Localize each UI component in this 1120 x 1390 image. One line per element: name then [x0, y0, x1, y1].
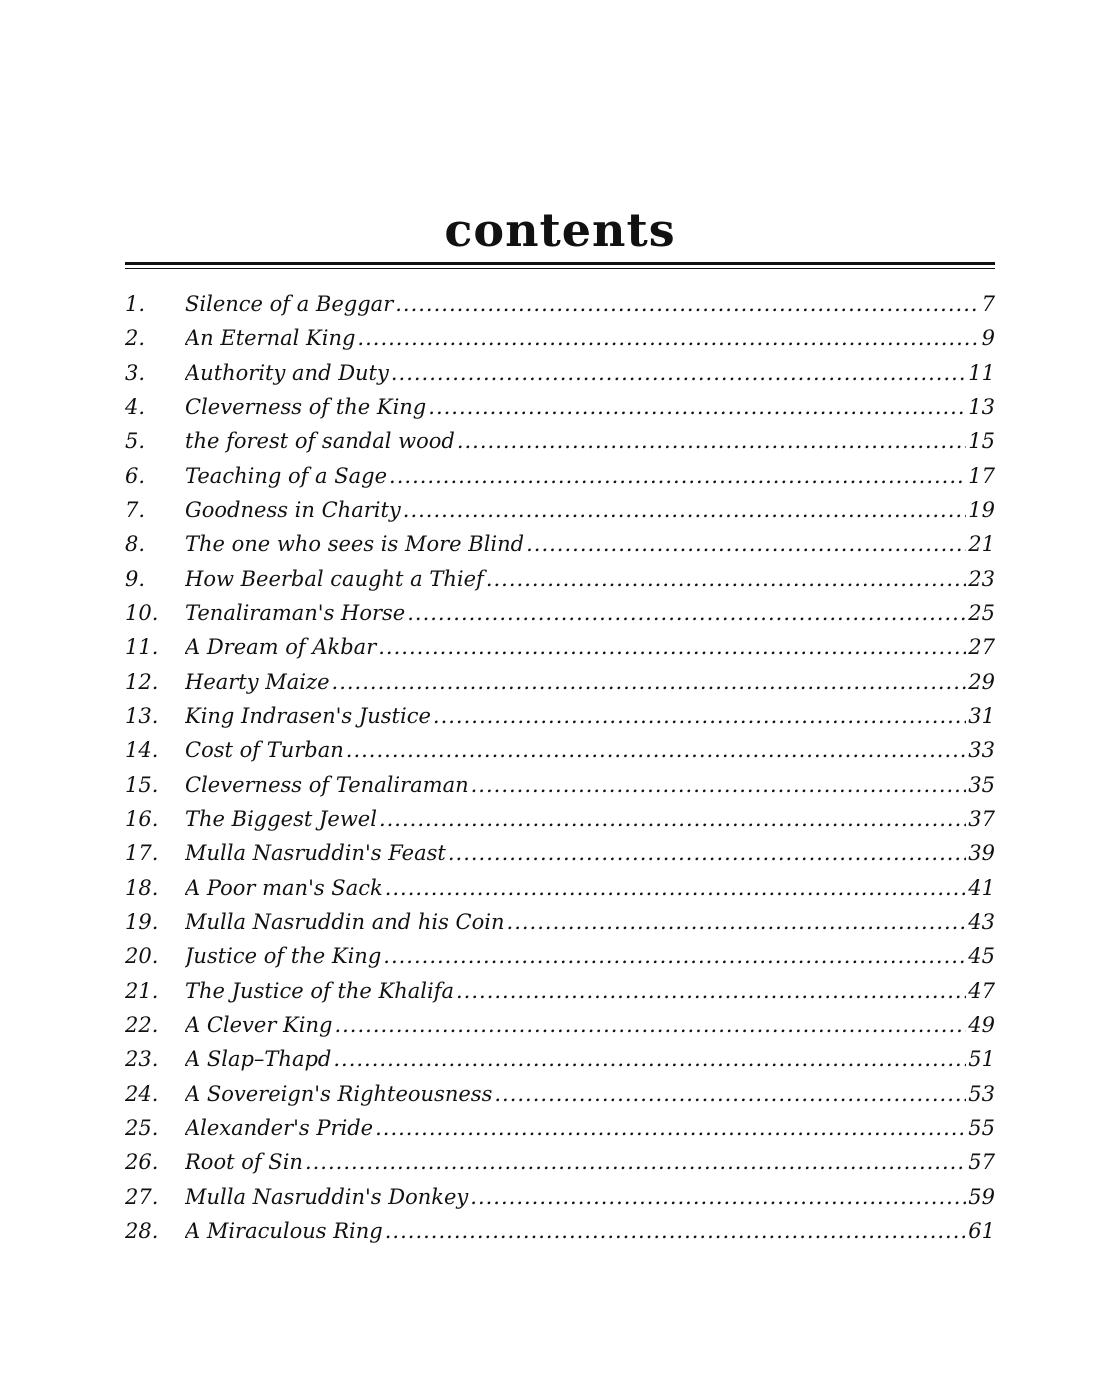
toc-entry-body [185, 939, 995, 973]
dot-leader [403, 493, 966, 527]
toc-entry-body [185, 287, 995, 321]
toc-entry-number: 11. [125, 635, 159, 660]
toc-entry-number: 4. [125, 394, 146, 419]
toc-entry [125, 939, 995, 973]
toc-entry-title: Mulla Nasruddin and his Coin [185, 909, 505, 934]
title-rule-thin [125, 268, 995, 269]
toc-entry-number: 16. [125, 806, 159, 831]
toc-entry-page-number: 19 [968, 497, 995, 522]
toc-entry-page-number: 33 [968, 738, 995, 763]
toc-entry-page-number: 25 [968, 600, 995, 625]
toc-entry-page-number: 11 [968, 360, 995, 385]
toc-entry [125, 768, 995, 802]
toc-entry-body [185, 493, 995, 527]
dot-leader [375, 1111, 966, 1145]
toc-entry-body [185, 836, 995, 870]
toc-entry-number: 15. [125, 772, 159, 797]
toc-entry-title: A Slap–Thapd [185, 1047, 332, 1072]
toc-entry [125, 1111, 995, 1145]
toc-entry [125, 527, 995, 561]
dot-leader [383, 939, 966, 973]
toc-entry-page-number: 31 [968, 703, 995, 728]
toc-entry-title: Silence of a Beggar [185, 292, 394, 316]
toc-entry-body [185, 1111, 995, 1145]
title-rule-thick [125, 262, 995, 265]
dot-leader [385, 871, 967, 905]
toc-entry-title: Cleverness of the King [185, 394, 427, 419]
table-of-contents [125, 287, 995, 1248]
toc-entry-number: 25. [125, 1115, 159, 1140]
toc-entry-number: 13. [125, 703, 159, 728]
toc-entry [125, 596, 995, 630]
toc-entry-title: Goodness in Charity [185, 497, 401, 522]
toc-entry-page-number: 15 [968, 429, 995, 454]
toc-entry-body [185, 1214, 995, 1248]
toc-entry [125, 287, 995, 321]
toc-entry-page-number: 9 [981, 326, 995, 351]
dot-leader [357, 321, 979, 355]
toc-entry-body [185, 321, 995, 355]
dot-leader [395, 287, 979, 321]
toc-entry-number: 7. [125, 497, 146, 522]
dot-leader [470, 1180, 966, 1214]
toc-entry-number: 22. [125, 1012, 159, 1037]
dot-leader [346, 733, 967, 767]
toc-entry-title: Cleverness of Tenaliraman [185, 772, 469, 797]
dot-leader [433, 699, 966, 733]
toc-entry [125, 733, 995, 767]
toc-entry [125, 424, 995, 458]
toc-entry-body [185, 1008, 995, 1042]
toc-entry [125, 699, 995, 733]
toc-entry-body [185, 665, 995, 699]
toc-entry [125, 459, 995, 493]
toc-entry-number: 26. [125, 1150, 159, 1175]
toc-entry-number: 28. [125, 1218, 159, 1243]
toc-entry-title: King Indrasen's Justice [185, 703, 431, 728]
toc-entry-body [185, 630, 995, 664]
toc-entry-number: 10. [125, 600, 159, 625]
toc-entry-title: A Miraculous Ring [185, 1218, 383, 1243]
toc-entry-title: Root of Sin [185, 1150, 303, 1175]
toc-entry-number: 23. [125, 1047, 159, 1072]
toc-entry-title: the forest of sandal wood [185, 429, 455, 454]
toc-entry [125, 905, 995, 939]
toc-entry-page-number: 55 [968, 1115, 995, 1140]
toc-entry-title: Cost of Turban [185, 738, 344, 763]
dot-leader [378, 630, 966, 664]
toc-entry [125, 1077, 995, 1111]
toc-entry-page-number: 61 [968, 1218, 995, 1243]
toc-entry [125, 1008, 995, 1042]
toc-entry-page-number: 7 [981, 292, 995, 316]
dot-leader [407, 596, 966, 630]
toc-entry-body [185, 699, 995, 733]
dot-leader [305, 1145, 966, 1179]
toc-entry-body [185, 356, 995, 390]
toc-entry [125, 321, 995, 355]
toc-entry-page-number: 29 [968, 669, 995, 694]
toc-entry-number: 14. [125, 738, 159, 763]
toc-entry [125, 974, 995, 1008]
toc-entry-title: Alexander's Pride [185, 1115, 374, 1140]
dot-leader [457, 424, 966, 458]
toc-entry-number: 8. [125, 532, 146, 557]
toc-entry-page-number: 57 [968, 1150, 995, 1175]
toc-entry-page-number: 43 [968, 909, 995, 934]
toc-entry-page-number: 37 [968, 806, 995, 831]
toc-entry-number: 24. [125, 1081, 159, 1106]
toc-entry-body [185, 1042, 995, 1076]
toc-entry [125, 1145, 995, 1179]
dot-leader [456, 974, 966, 1008]
dot-leader [494, 1077, 966, 1111]
toc-entry-body [185, 871, 995, 905]
toc-entry-body [185, 733, 995, 767]
dot-leader [385, 1214, 967, 1248]
dot-leader [448, 836, 966, 870]
toc-entry-title: A Dream of Akbar [185, 635, 377, 660]
toc-entry-body [185, 768, 995, 802]
toc-entry-body [185, 562, 995, 596]
toc-entry [125, 1214, 995, 1248]
toc-entry-title: An Eternal King [185, 326, 356, 351]
toc-entry-body [185, 974, 995, 1008]
toc-entry [125, 665, 995, 699]
toc-entry-title: A Poor man's Sack [185, 875, 383, 900]
toc-entry-body [185, 1180, 995, 1214]
toc-entry-body [185, 905, 995, 939]
toc-entry-number: 1. [125, 292, 146, 316]
dot-leader [333, 1042, 966, 1076]
toc-entry-number: 19. [125, 909, 159, 934]
toc-entry [125, 1042, 995, 1076]
toc-entry-page-number: 45 [968, 944, 995, 969]
toc-entry-title: Teaching of a Sage [185, 463, 388, 488]
toc-entry-number: 5. [125, 429, 146, 454]
toc-entry [125, 562, 995, 596]
dot-leader [389, 459, 966, 493]
toc-entry-page-number: 35 [968, 772, 995, 797]
toc-entry-number: 17. [125, 841, 159, 866]
toc-entry-body [185, 1077, 995, 1111]
toc-entry-page-number: 51 [968, 1047, 995, 1072]
toc-entry-title: The Biggest Jewel [185, 806, 377, 831]
toc-entry [125, 390, 995, 424]
toc-entry-title: Hearty Maize [185, 669, 330, 694]
toc-entry-number: 27. [125, 1184, 159, 1209]
dot-leader [428, 390, 966, 424]
toc-entry [125, 836, 995, 870]
toc-entry-page-number: 47 [968, 978, 995, 1003]
toc-entry-title: Authority and Duty [185, 360, 389, 385]
toc-entry [125, 871, 995, 905]
dot-leader [391, 356, 966, 390]
toc-entry-title: How Beerbal caught a Thief [185, 566, 484, 591]
toc-entry [125, 630, 995, 664]
toc-entry [125, 802, 995, 836]
toc-entry-title: Tenaliraman's Horse [185, 600, 406, 625]
toc-entry-number: 21. [125, 978, 159, 1003]
dot-leader [334, 1008, 966, 1042]
toc-entry-title: Mulla Nasruddin's Feast [185, 841, 446, 866]
dot-leader [526, 527, 966, 561]
toc-entry-body [185, 527, 995, 561]
toc-entry-number: 12. [125, 669, 159, 694]
toc-entry-number: 9. [125, 566, 146, 591]
toc-entry-number: 6. [125, 463, 146, 488]
toc-entry-number: 3. [125, 360, 146, 385]
toc-entry-title: A Sovereign's Righteousness [185, 1081, 493, 1106]
toc-entry-page-number: 39 [968, 841, 995, 866]
toc-entry-page-number: 27 [968, 635, 995, 660]
toc-entry-title: The one who sees is More Blind [185, 532, 525, 557]
toc-entry-page-number: 41 [968, 875, 995, 900]
toc-entry-page-number: 53 [968, 1081, 995, 1106]
toc-entry-page-number: 13 [968, 394, 995, 419]
toc-entry-title: Justice of the King [185, 944, 382, 969]
toc-entry-title: A Clever King [185, 1012, 333, 1037]
toc-entry-page-number: 49 [968, 1012, 995, 1037]
toc-entry-title: The Justice of the Khalifa [185, 978, 454, 1003]
toc-entry-body [185, 1145, 995, 1179]
toc-entry-body [185, 424, 995, 458]
toc-entry-body [185, 802, 995, 836]
toc-entry-page-number: 21 [968, 532, 995, 557]
toc-entry-body [185, 596, 995, 630]
toc-entry [125, 1180, 995, 1214]
dot-leader [471, 768, 967, 802]
dot-leader [332, 665, 967, 699]
toc-entry [125, 356, 995, 390]
toc-entry-page-number: 23 [968, 566, 995, 591]
dot-leader [507, 905, 967, 939]
toc-entry-title: Mulla Nasruddin's Donkey [185, 1184, 469, 1209]
dot-leader [486, 562, 966, 596]
toc-entry-body [185, 390, 995, 424]
page-title: contents [444, 203, 676, 257]
toc-entry-number: 20. [125, 944, 159, 969]
toc-entry-number: 2. [125, 326, 146, 351]
toc-entry-page-number: 59 [968, 1184, 995, 1209]
dot-leader [379, 802, 966, 836]
toc-entry-number: 18. [125, 875, 159, 900]
toc-entry-body [185, 459, 995, 493]
toc-entry-page-number: 17 [968, 463, 995, 488]
toc-entry [125, 493, 995, 527]
